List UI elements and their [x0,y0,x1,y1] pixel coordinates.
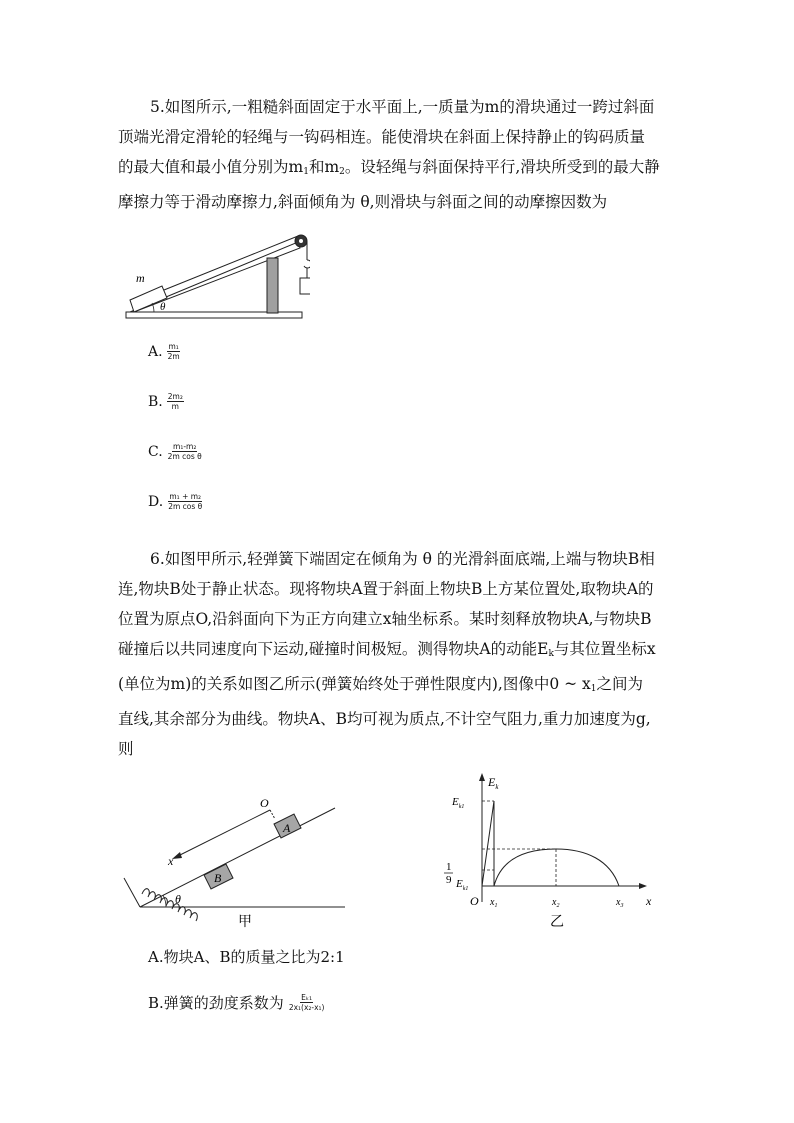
y-axis-arrowhead [479,773,485,781]
q6-line3: 位置为原点O,沿斜面向下为正方向建立x轴坐标系。某时刻释放物块A,与物块B [118,610,652,628]
linear-segment [482,801,494,886]
pulley-hub [299,239,303,243]
caption-yi: 乙 [550,915,564,930]
q5-line4: 摩擦力等于滑动摩擦力,斜面倾角为 θ,则滑块与斜面之间的动摩擦因数为 [118,193,608,211]
q6-line2: 连,物块B处于静止状态。现将物块A置于斜面上物块B上方某位置处,取物块A的 [118,580,654,598]
label-x: x [168,854,174,868]
label-x2: $x_2$ [552,897,560,909]
q6-figure-yi [420,770,670,932]
angle-label: θ [160,301,166,313]
q6-line4a: 碰撞后以共同速度向下运动,碰撞时间极短。测得物块A的动能E [118,640,549,658]
option-letter: A. [148,343,163,360]
option-letter: A. [148,947,164,966]
q6-line1: 6.如图甲所示,轻弹簧下端固定在倾角为 θ 的光滑斜面底端,上端与物块B相 [150,550,655,568]
x-axis-arrowhead [172,852,182,859]
label-x-axis: x [646,894,652,908]
q5-option-d[interactable] [148,492,203,511]
q6-option-a[interactable] [148,946,345,967]
q6-line5b: 之间为 [596,675,644,693]
label-ek1-small: $E_{k1}$ [456,878,469,892]
hanging-weight [300,278,310,294]
option-text: 弹簧的劲度系数为 [163,994,284,1012]
q5-option-a[interactable] [148,342,181,361]
q5-line2: 顶端光滑定滑轮的轻绳与一钩码相连。能使滑块在斜面上保持静止的钩码质量 [118,128,646,146]
x-axis-arrow [176,810,270,857]
caption-jia: 甲 [238,915,252,930]
hook [304,260,310,268]
curve-segment [494,849,619,886]
option-fraction: $\frac{\text{m₁ + m₂}}{\text{2m cos θ}}$ [168,492,203,511]
label-ek: $E_k$ [488,775,499,791]
option-letter: B. [148,993,164,1012]
q6-line7: 则 [118,740,134,758]
support-post [267,258,278,313]
q5-line1: 5.如图所示,一粗糙斜面固定于水平面上,一质量为m的滑块通过一跨过斜面 [150,98,655,116]
origin-tick [270,810,275,819]
q5-sub2: 2 [339,167,345,177]
q5-sub1: 1 [303,167,309,177]
label-o: O [260,796,269,810]
label-frac-den: 9 [446,874,452,886]
q6-line4-sub: k [548,649,554,659]
x-axis-arrowhead [639,883,647,889]
q5-incline-figure [120,228,310,328]
angle-arc [163,895,166,907]
label-frac-num: 1 [446,861,452,873]
q6-option-b[interactable] [148,992,325,1013]
option-letter: D. [148,493,164,510]
option-fraction: $\frac{\text{m₁}}{2m}$ [167,342,180,361]
option-letter: C. [148,443,163,460]
q5-option-c[interactable] [148,442,203,461]
label-a: A [283,821,291,835]
q5-line3a: 的最大值和最小值分别为m [118,158,304,176]
label-ek1: $E_{k1}$ [452,796,465,810]
option-fraction: $\frac{\text{2m₂}}{m}$ [167,392,183,411]
label-x1: $x_1$ [490,897,498,909]
label-x3: $x_3$ [616,897,624,909]
q6-figure-jia [120,790,360,930]
spring [142,889,197,921]
option-fraction: $\frac{\text{Eₖ₁}}{\text{2x₁(x₂-x₁)}}$ [288,993,325,1012]
label-theta: θ [175,892,181,906]
q5-line3b: 和m [308,158,340,176]
q6-line5a: (单位为m)的关系如图乙所示(弹簧始终处于弹性限度内),图像中0 ~ x [118,675,591,693]
q5-line3c: 。设轻绳与斜面保持平行,滑块所受到的最大静 [344,158,660,176]
option-letter: B. [148,393,163,410]
q5-stem [118,92,678,217]
q6-line6: 直线,其余部分为曲线。物块A、B均可视为质点,不计空气阻力,重力加速度为g, [118,710,651,728]
q6-stem [118,544,678,764]
label-b: B [214,871,222,885]
bottom-wall [124,878,140,907]
q6-line4b: 与其位置坐标x [553,640,656,658]
mass-label: m [136,271,145,285]
q5-option-b[interactable] [148,392,184,411]
option-fraction: $\frac{\text{m₁-m₂}}{\text{2m cos θ}}$ [167,442,202,461]
option-text: 物块A、B的质量之比为2:1 [163,948,345,966]
label-origin: O [470,894,479,908]
q6-line5-sub: 1 [590,684,597,694]
